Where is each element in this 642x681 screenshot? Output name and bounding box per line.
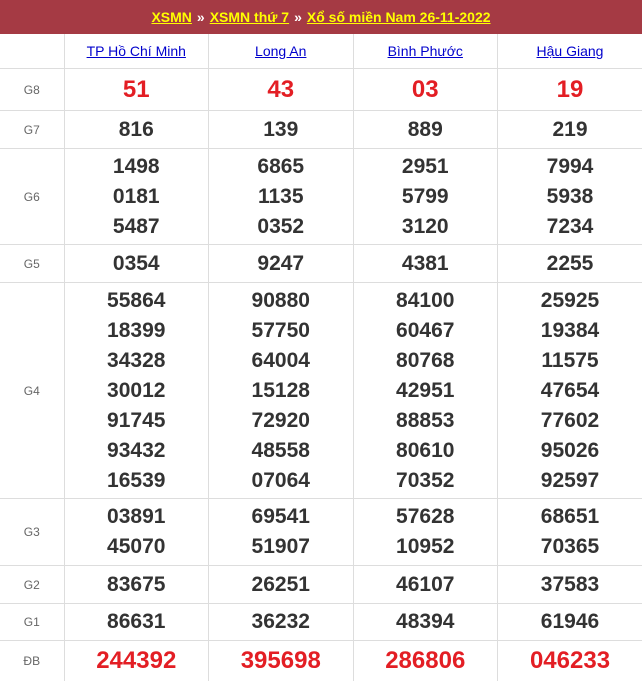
prize-number: 45070 — [65, 532, 209, 562]
prize-row-g4 — [0, 283, 642, 499]
prize-number: 47654 — [498, 376, 642, 406]
results-date-link[interactable]: Xổ số miền Nam 26-11-2022 — [307, 9, 491, 25]
prize-number: 18399 — [65, 316, 209, 346]
prize-label: G5 — [0, 245, 64, 283]
province-link-long-an[interactable]: Long An — [255, 43, 306, 59]
prize-number: 61946 — [498, 607, 642, 637]
prize-number: 5487 — [65, 212, 209, 242]
prize-number: 11575 — [498, 346, 642, 376]
prize-label: ĐB — [0, 641, 64, 681]
prize-number: 03 — [354, 71, 498, 109]
prize-number: 57750 — [209, 316, 353, 346]
prize-number: 60467 — [354, 316, 498, 346]
prize-number: 9247 — [209, 249, 353, 279]
prize-cell — [498, 149, 642, 245]
prize-number: 19 — [498, 71, 642, 109]
prize-cell — [498, 566, 642, 604]
prize-number: 0352 — [209, 212, 353, 242]
prize-number: 80610 — [354, 436, 498, 466]
prize-number: 42951 — [354, 376, 498, 406]
prize-number: 219 — [498, 115, 642, 145]
province-link-tp-ho-chi-minh[interactable]: TP Hồ Chí Minh — [87, 43, 186, 59]
prize-number: 244392 — [65, 642, 209, 680]
prize-number: 48558 — [209, 436, 353, 466]
prize-number: 4381 — [354, 249, 498, 279]
prize-number: 37583 — [498, 570, 642, 600]
prize-number: 2255 — [498, 249, 642, 279]
prize-cell — [209, 149, 354, 245]
prize-label: G2 — [0, 566, 64, 604]
prize-label: G8 — [0, 69, 64, 111]
prize-number: 046233 — [498, 642, 642, 680]
prize-number: 03891 — [65, 502, 209, 532]
prize-cell — [209, 283, 354, 499]
prize-row-db — [0, 641, 642, 681]
breadcrumb-separator: » — [197, 9, 205, 25]
prize-row-g8 — [0, 69, 642, 111]
prize-number: 93432 — [65, 436, 209, 466]
prize-number: 36232 — [209, 607, 353, 637]
prize-cell — [64, 566, 209, 604]
prize-number: 7994 — [498, 152, 642, 182]
prize-number: 92597 — [498, 466, 642, 496]
prize-number: 19384 — [498, 316, 642, 346]
prize-label: G6 — [0, 149, 64, 245]
prize-number: 70365 — [498, 532, 642, 562]
prize-cell — [498, 641, 642, 681]
prize-cell — [498, 499, 642, 566]
prize-number: 1135 — [209, 182, 353, 212]
prize-number: 10952 — [354, 532, 498, 562]
prize-number: 57628 — [354, 502, 498, 532]
prize-number: 55864 — [65, 286, 209, 316]
prize-number: 15128 — [209, 376, 353, 406]
prize-number: 43 — [209, 71, 353, 109]
prize-number: 07064 — [209, 466, 353, 496]
prize-label: G3 — [0, 499, 64, 566]
results-table — [0, 34, 642, 681]
prize-cell — [353, 499, 498, 566]
prize-cell — [498, 245, 642, 283]
prize-cell — [209, 69, 354, 111]
prize-cell — [498, 604, 642, 641]
prize-number: 51 — [65, 71, 209, 109]
prize-row-g7 — [0, 111, 642, 149]
province-header-row — [0, 34, 642, 69]
prize-cell — [209, 641, 354, 681]
prize-cell — [353, 245, 498, 283]
prize-cell — [64, 69, 209, 111]
prize-cell — [498, 69, 642, 111]
prize-row-g1 — [0, 604, 642, 641]
xsmn-saturday-link[interactable]: XSMN thứ 7 — [210, 9, 289, 25]
prize-cell — [498, 111, 642, 149]
xsmn-link[interactable]: XSMN — [151, 9, 191, 25]
prize-row-g3 — [0, 499, 642, 566]
prize-cell — [353, 69, 498, 111]
prize-cell — [209, 111, 354, 149]
prize-number: 816 — [65, 115, 209, 145]
province-link-hau-giang[interactable]: Hậu Giang — [537, 43, 604, 59]
prize-number: 2951 — [354, 152, 498, 182]
prize-row-g2 — [0, 566, 642, 604]
prize-cell — [209, 566, 354, 604]
breadcrumb-separator: » — [294, 9, 302, 25]
province-link-binh-phuoc[interactable]: Bình Phước — [388, 43, 463, 59]
prize-cell — [64, 283, 209, 499]
prize-number: 0354 — [65, 249, 209, 279]
prize-number: 91745 — [65, 406, 209, 436]
prize-cell — [498, 283, 642, 499]
prize-number: 16539 — [65, 466, 209, 496]
prize-number: 25925 — [498, 286, 642, 316]
prize-number: 395698 — [209, 642, 353, 680]
prize-cell — [209, 604, 354, 641]
prize-row-g5 — [0, 245, 642, 283]
prize-cell — [209, 245, 354, 283]
prize-number: 90880 — [209, 286, 353, 316]
prize-number: 64004 — [209, 346, 353, 376]
prize-label: G4 — [0, 283, 64, 499]
prize-number: 84100 — [354, 286, 498, 316]
prize-label: G1 — [0, 604, 64, 641]
prize-cell — [64, 111, 209, 149]
prize-number: 83675 — [65, 570, 209, 600]
prize-label: G7 — [0, 111, 64, 149]
prize-number: 139 — [209, 115, 353, 145]
prize-number: 286806 — [354, 642, 498, 680]
prize-cell — [64, 499, 209, 566]
prize-number: 80768 — [354, 346, 498, 376]
prize-number: 95026 — [498, 436, 642, 466]
prize-cell — [64, 641, 209, 681]
prize-cell — [64, 604, 209, 641]
prize-cell — [209, 499, 354, 566]
prize-label-header — [0, 34, 64, 69]
prize-number: 51907 — [209, 532, 353, 562]
prize-cell — [64, 245, 209, 283]
prize-cell — [64, 149, 209, 245]
prize-cell — [353, 111, 498, 149]
prize-cell — [353, 604, 498, 641]
prize-number: 5938 — [498, 182, 642, 212]
prize-number: 0181 — [65, 182, 209, 212]
prize-number: 889 — [354, 115, 498, 145]
prize-number: 48394 — [354, 607, 498, 637]
prize-number: 30012 — [65, 376, 209, 406]
prize-number: 5799 — [354, 182, 498, 212]
prize-number: 34328 — [65, 346, 209, 376]
prize-cell — [353, 149, 498, 245]
prize-number: 70352 — [354, 466, 498, 496]
prize-cell — [353, 641, 498, 681]
prize-row-g6 — [0, 149, 642, 245]
prize-number: 1498 — [65, 152, 209, 182]
prize-number: 88853 — [354, 406, 498, 436]
prize-number: 46107 — [354, 570, 498, 600]
prize-cell — [353, 566, 498, 604]
prize-number: 69541 — [209, 502, 353, 532]
prize-number: 72920 — [209, 406, 353, 436]
prize-number: 26251 — [209, 570, 353, 600]
prize-number: 6865 — [209, 152, 353, 182]
prize-number: 86631 — [65, 607, 209, 637]
prize-cell — [353, 283, 498, 499]
prize-number: 3120 — [354, 212, 498, 242]
page-header — [0, 0, 642, 34]
prize-number: 7234 — [498, 212, 642, 242]
prize-number: 68651 — [498, 502, 642, 532]
prize-number: 77602 — [498, 406, 642, 436]
